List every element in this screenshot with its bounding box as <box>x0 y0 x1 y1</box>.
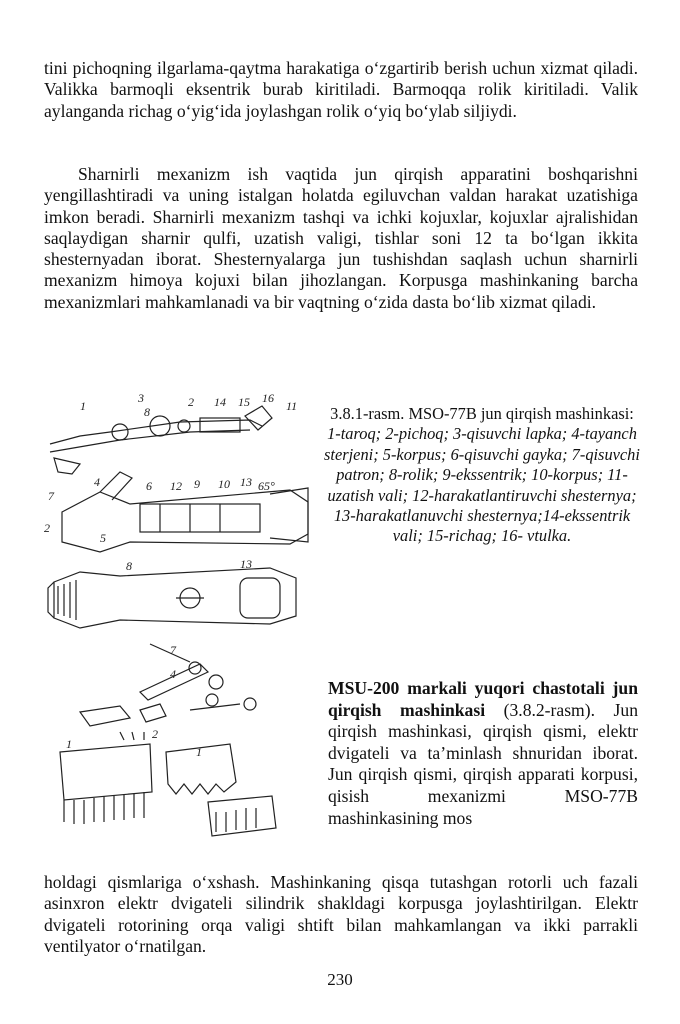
figure-label: 15 <box>238 395 250 409</box>
caption-legend: 1-taroq; 2-pichoq; 3-qisuvchi lapka; 4-tayanch sterjeni; 5-korpus; 6-qisuvchi gayka; 7-qisuvchi patron; 8-rolik; 9-ekssentrik; 10-korpus; 11-uzatish vali; 12-harakatlantiruvchi shesternya; 13-harakatlanuvchi shesternya;14-ekssentrik vali; 15-richag; 16- vtulka. <box>324 424 640 546</box>
figure-label: 7 <box>170 643 176 657</box>
figure-label: 4 <box>170 667 176 681</box>
figure-label: 6 <box>146 479 152 493</box>
figure-label: 7 <box>48 489 54 503</box>
figure-label: 13 <box>240 557 252 571</box>
caption-title: 3.8.1-rasm. MSO-77B jun qirqish mashinkasi: <box>330 404 634 423</box>
clipper-technical-drawing <box>40 392 316 844</box>
figure-label: 13 <box>240 475 252 489</box>
mso-77b-clipper-figure <box>40 392 316 844</box>
page-number: 230 <box>327 970 353 989</box>
figure-label: 1 <box>196 745 202 759</box>
figure-label: 9 <box>194 477 200 491</box>
figure-label: 2 <box>188 395 194 409</box>
msu-200-section <box>328 678 638 829</box>
figure-label: 16 <box>262 392 274 405</box>
figure-label: 4 <box>94 475 100 489</box>
figure-label: 2 <box>152 727 158 741</box>
figure-label: 10 <box>218 477 230 491</box>
figure-label: 1 <box>80 399 86 413</box>
section-heading: MSU-200 markali yuqori chastotali jun qirqish mashinkasi <box>328 678 638 720</box>
figure-label: 1 <box>66 737 72 751</box>
section-text: (3.8.2-rasm). Jun qirqish mashinkasi, qirqish qismi, elektr dvigateli va ta’minlash shnuridan iborat. Jun qirqish qismi, qirqish apparati korpusi, qisish mexanizmi MSO-77B mashinkasining mos <box>328 699 638 828</box>
figure-label: 2 <box>44 521 50 535</box>
figure-label: 65° <box>258 479 275 493</box>
section-continuation: holdagi qismlariga o‘xshash. Mashinkaning qisqa tutashgan rotorli uch fazali asinxron elektr dvigateli silindrik shakldagi korpusga joylashtirilgan. Elektr dvigateli rotorining orqa valigi shtift bilan mahkamlangan va ikki parrakli ventilyator o‘rnatilgan. <box>44 872 638 956</box>
figure-label: 5 <box>100 531 106 545</box>
paragraph-1: tini pichoqning ilgarlama-qaytma harakatiga o‘zgartirib berish uchun xizmat qiladi. Valikka barmoqli eksentrik burab kiritiladi. Barmoqqa rolik kiritiladi. Valik aylanganda richag o‘yig‘ida joylashgan rolik o‘yiq bo‘ylab siljiydi. <box>44 58 638 121</box>
figure-caption <box>318 404 646 547</box>
figure-label: 3 <box>138 392 144 405</box>
figure-label: 8 <box>144 405 150 419</box>
figure-label: 12 <box>170 479 182 493</box>
figure-label: 14 <box>214 395 226 409</box>
figure-label: 11 <box>286 399 298 413</box>
figure-label: 8 <box>126 559 132 573</box>
paragraph-2: Sharnirli mexanizm ish vaqtida jun qirqish apparatini boshqarishni yengillashtiradi va uning istalgan holatda egiluvchan valdan harakat uzatishiga imkon beradi. Sharnirli mexanizm tashqi va ichki kojuxlar, kojuxlar ajralishidan saqlaydigan sharnir qulfi, uzatish valigi, tishlar soni 12 ta bo‘lgan ikkita shesternyadan iborat. Shesternyalarga jun tushishdan saqlash uchun sharnirli mexanizm himoya kojuxi bilan jihozlangan. Korpusga mashinkaning barcha mexanizmlari mahkamlanadi va bir vaqtning o‘zida dasta bo‘lib xizmat qiladi. <box>44 164 638 312</box>
